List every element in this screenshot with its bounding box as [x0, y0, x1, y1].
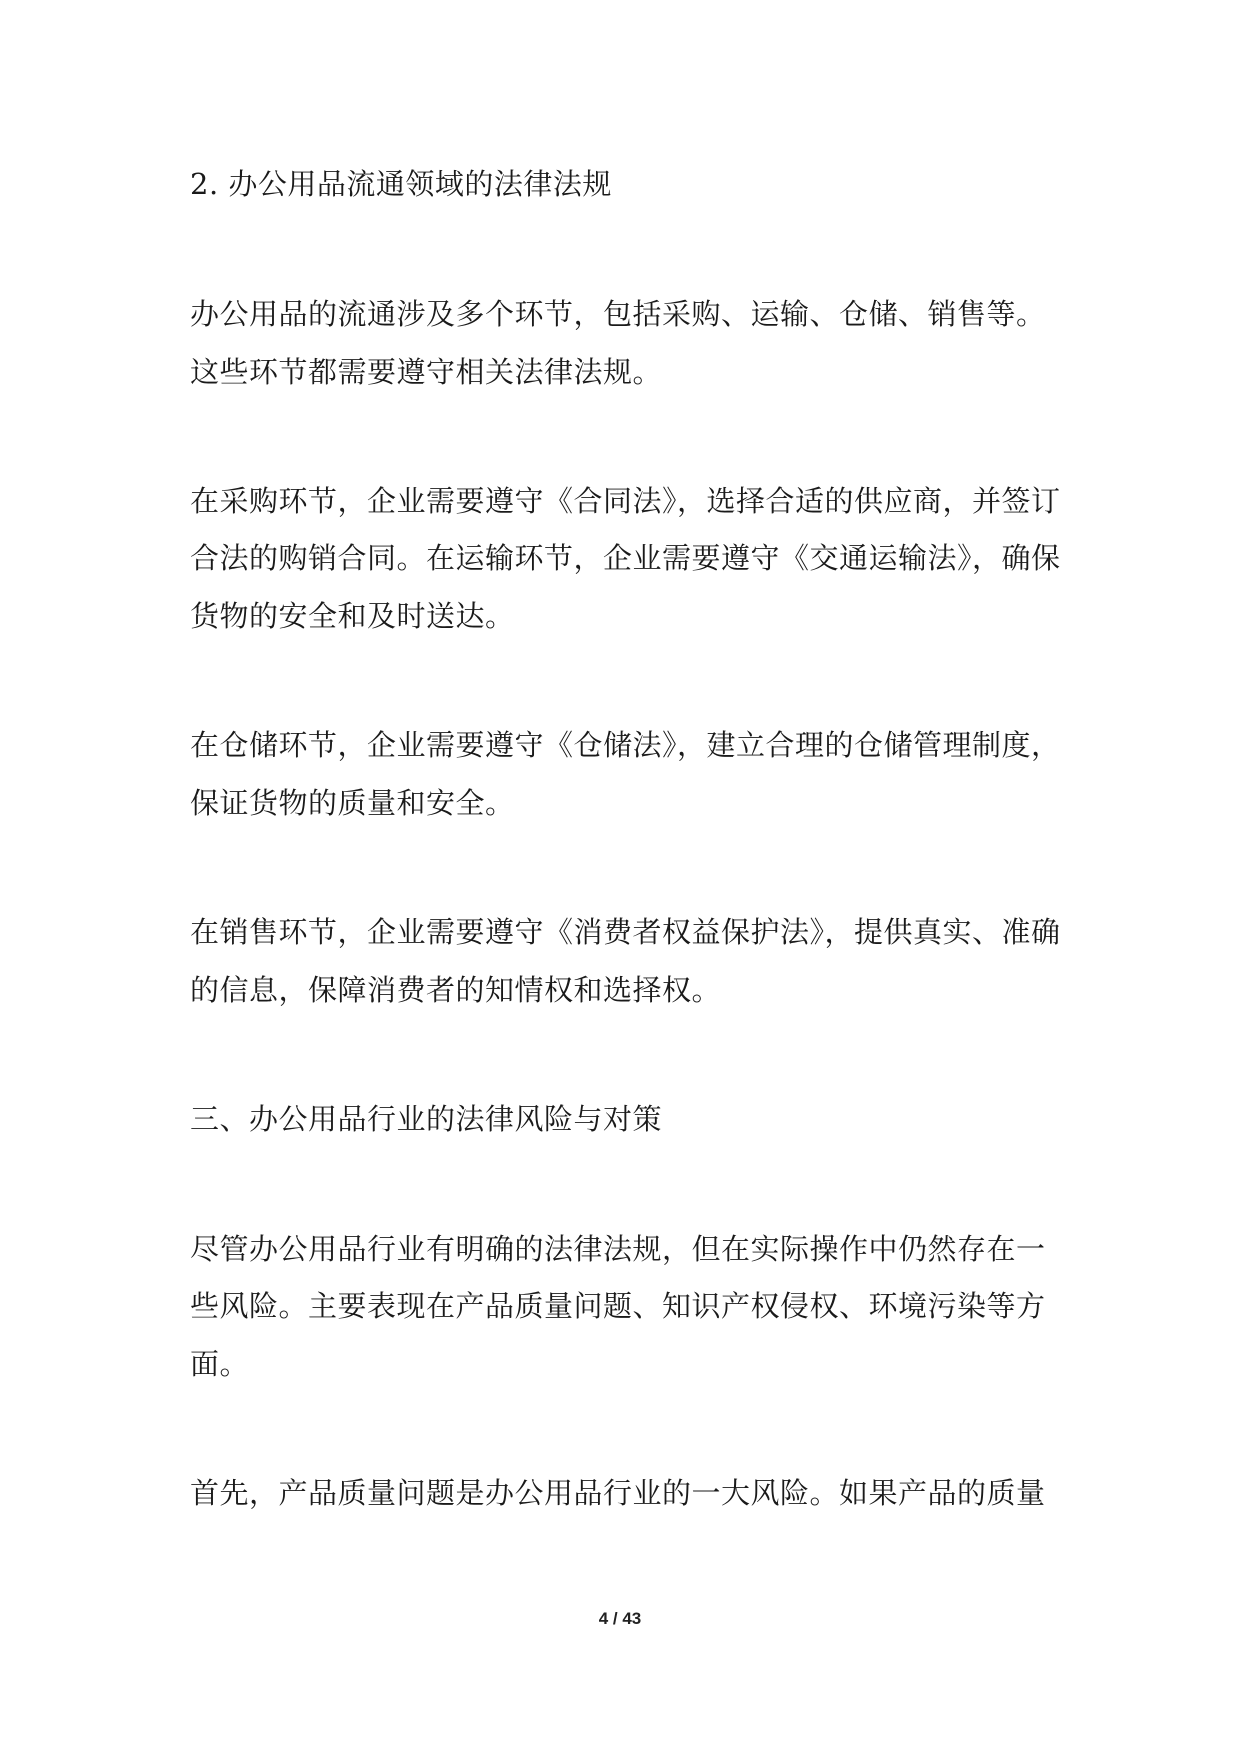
paragraph-line: 合法的购销合同。在运输环节，企业需要遵守《交通运输法》，确保: [190, 541, 1061, 575]
paragraph-line: 尽管办公用品行业有明确的法律法规，但在实际操作中仍然存在一: [190, 1232, 1046, 1266]
paragraph-line: 的信息，保障消费者的知情权和选择权。: [190, 973, 722, 1007]
page-number: 4 / 43: [598, 1609, 642, 1628]
paragraph-line: 办公用品的流通涉及多个环节，包括采购、运输、仓储、销售等。: [190, 297, 1046, 331]
paragraph-line: 在采购环节，企业需要遵守《合同法》，选择合适的供应商，并签订: [190, 484, 1061, 518]
paragraph-line: 首先，产品质量问题是办公用品行业的一大风险。如果产品的质量: [190, 1476, 1046, 1510]
section-heading: 2. 办公用品流通领域的法律法规: [190, 167, 612, 201]
paragraph-line: 保证货物的质量和安全。: [190, 786, 515, 820]
paragraph-line: 这些环节都需要遵守相关法律法规。: [190, 355, 663, 389]
paragraph-line: 货物的安全和及时送达。: [190, 599, 515, 633]
paragraph-line: 些风险。主要表现在产品质量问题、知识产权侵权、环境污染等方: [190, 1289, 1046, 1323]
section-heading: 三、办公用品行业的法律风险与对策: [190, 1102, 663, 1136]
paragraph-line: 在仓储环节，企业需要遵守《仓储法》，建立合理的仓储管理制度，: [190, 728, 1061, 762]
paragraph-line: 面。: [190, 1347, 250, 1381]
paragraph-line: 在销售环节，企业需要遵守《消费者权益保护法》，提供真实、准确: [190, 915, 1061, 949]
